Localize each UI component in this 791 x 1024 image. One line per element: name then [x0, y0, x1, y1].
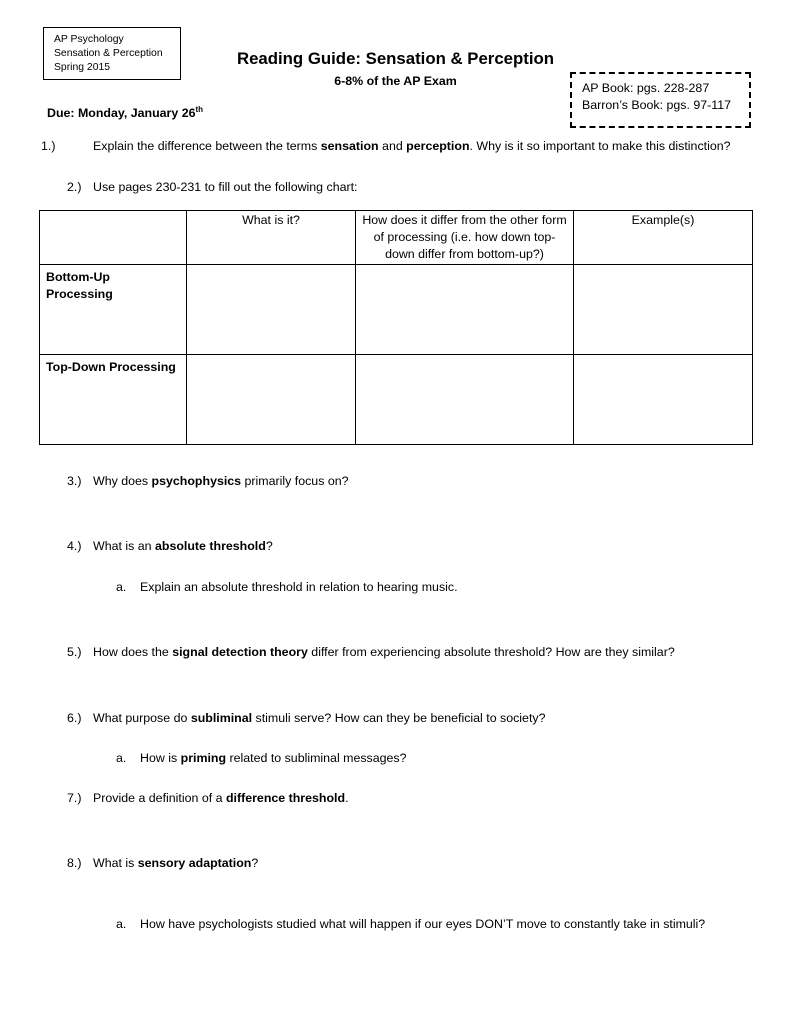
term: Spring 2015	[54, 62, 111, 73]
key-term: signal detection theory	[172, 645, 308, 659]
due-date-suffix: th	[195, 105, 204, 114]
question-5	[67, 644, 757, 661]
answer-cell[interactable]	[356, 355, 574, 445]
answer-cell[interactable]	[187, 265, 356, 355]
question-number: 8.)	[67, 856, 82, 870]
question-text: Provide a definition of a	[93, 791, 226, 805]
chart-header-examples: Example(s)	[574, 211, 753, 265]
question-number: 2.)	[67, 180, 82, 194]
question-number: 1.)	[41, 139, 56, 153]
question-text: stimuli serve? How can they be beneficial to society?	[252, 711, 546, 725]
chart-header-what: What is it?	[187, 211, 356, 265]
key-term: subliminal	[190, 711, 253, 725]
answer-cell[interactable]	[574, 265, 753, 355]
answer-cell[interactable]	[574, 355, 753, 445]
key-term: absolute threshold	[154, 539, 266, 553]
question-text: Use pages 230-231 to fill out the following chart:	[93, 180, 358, 194]
due-date	[47, 105, 203, 122]
question-number: 5.)	[67, 645, 82, 659]
question-text: What purpose do	[93, 711, 191, 725]
subquestion-letter: a.	[116, 917, 127, 931]
question-text: Explain the difference between the terms	[93, 139, 321, 153]
question-8	[67, 855, 757, 872]
question-text: What is an	[93, 539, 155, 553]
key-term: psychophysics	[151, 474, 242, 488]
key-term: sensation	[320, 139, 379, 153]
answer-cell[interactable]	[356, 265, 574, 355]
question-text: Why does	[93, 474, 152, 488]
question-text: . Why is it so important to make this distinction?	[469, 139, 731, 153]
question-text: ?	[251, 856, 259, 870]
chart-header-difference: How does it differ from the other form of processing (i.e. how down top-down differ from bottom-up?)	[356, 211, 574, 265]
question-text: Explain an absolute threshold in relation to hearing music.	[140, 580, 458, 594]
key-term: sensory adaptation	[137, 856, 252, 870]
barrons-book-pages: Barron’s Book: pgs. 97-117	[582, 98, 732, 112]
chart-header-row	[40, 211, 753, 265]
question-text: How is	[140, 751, 181, 765]
chart-row-top-down	[40, 355, 753, 445]
chart-row-label: Top-Down Processing	[40, 355, 187, 445]
question-text: .	[345, 791, 349, 805]
page-title: Reading Guide: Sensation & Perception	[236, 49, 555, 68]
question-text: and	[378, 139, 407, 153]
book-pages-box	[570, 72, 751, 128]
key-term: priming	[180, 751, 227, 765]
question-number: 7.)	[67, 791, 82, 805]
question-4	[67, 538, 757, 555]
question-text: differ from experiencing absolute threshold? How are they similar?	[307, 645, 675, 659]
question-text: How does the	[93, 645, 173, 659]
question-text: primarily focus on?	[241, 474, 349, 488]
chart-header-blank	[40, 211, 187, 265]
page-subtitle: 6-8% of the AP Exam	[334, 74, 457, 88]
question-number: 6.)	[67, 711, 82, 725]
subquestion-letter: a.	[116, 751, 127, 765]
question-text: What is	[93, 856, 138, 870]
course-name: AP Psychology	[54, 34, 124, 45]
answer-cell[interactable]	[187, 355, 356, 445]
question-number: 4.)	[67, 539, 82, 553]
processing-chart	[39, 210, 753, 445]
chart-row-label: Bottom-Up Processing	[40, 265, 187, 355]
question-text: How have psychologists studied what will happen if our eyes DON’T move to constantly take in stimuli?	[140, 917, 706, 931]
key-term: difference threshold	[225, 791, 346, 805]
question-4a	[116, 579, 776, 596]
unit-name: Sensation & Perception	[54, 48, 163, 59]
question-2	[67, 179, 757, 196]
question-1-text	[41, 138, 757, 155]
question-text: related to subliminal messages?	[226, 751, 407, 765]
question-6	[67, 710, 757, 727]
question-7	[67, 790, 757, 807]
ap-book-pages: AP Book: pgs. 228-287	[582, 81, 710, 95]
question-8a	[116, 916, 776, 933]
question-6a	[116, 750, 776, 767]
question-1	[41, 138, 757, 155]
key-term: perception	[406, 139, 470, 153]
question-3	[67, 473, 757, 490]
chart-row-bottom-up	[40, 265, 753, 355]
question-number: 3.)	[67, 474, 82, 488]
subquestion-letter: a.	[116, 580, 127, 594]
question-text: ?	[265, 539, 273, 553]
due-date-label: Due: Monday, January 26	[47, 106, 196, 121]
